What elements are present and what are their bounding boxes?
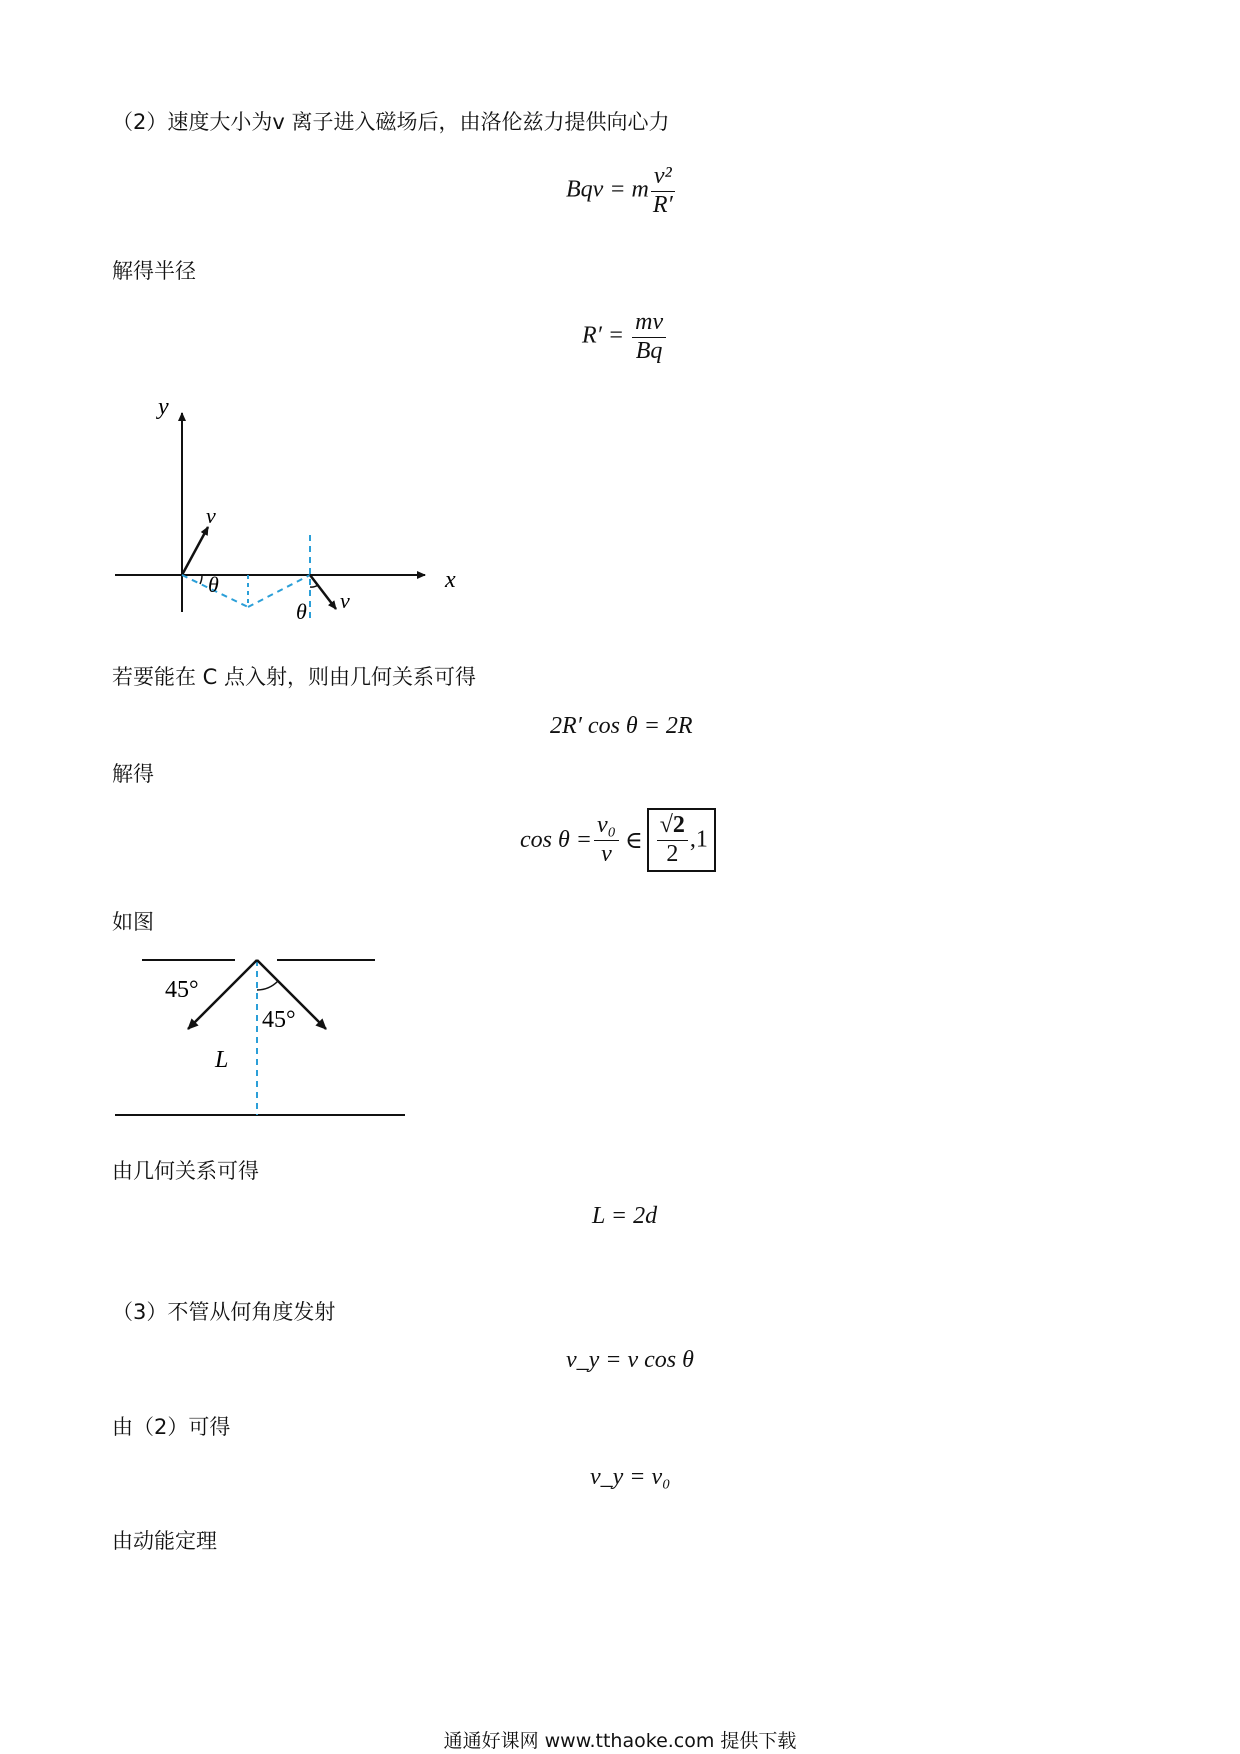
solve-text: 解得 bbox=[112, 762, 154, 786]
eq4-interval-numerator: √2 bbox=[657, 812, 688, 841]
y-axis-label: y bbox=[158, 395, 169, 420]
reflection-diagram bbox=[110, 945, 410, 1125]
velocity-arrow-exit bbox=[310, 575, 336, 609]
part3-intro: （3）不管从何角度发射 bbox=[112, 1300, 336, 1324]
solve-radius-text: 解得半径 bbox=[112, 259, 196, 283]
equation-vy bbox=[566, 1347, 694, 1374]
theta-arc-origin bbox=[200, 575, 202, 584]
eq6-text: v_y = v cos θ bbox=[566, 1347, 694, 1373]
eq1-numerator: v² bbox=[651, 163, 675, 192]
equation-cos-range bbox=[520, 808, 716, 884]
angle-label-left: 45° bbox=[165, 977, 199, 1003]
page-footer: 通通好课网 www.tthaoke.com 提供下载 bbox=[443, 1730, 797, 1752]
by-geometry-text: 由几何关系可得 bbox=[112, 1159, 259, 1183]
eq4-numerator: v₀ bbox=[594, 812, 619, 841]
eq4-lhs: cos θ = bbox=[520, 826, 592, 853]
equation-vy-v0: v_y = v₀ bbox=[590, 1464, 671, 1490]
eq4-element-of: ∈ bbox=[624, 827, 643, 854]
as-figure-text: 如图 bbox=[112, 910, 154, 934]
eq2-fraction bbox=[632, 309, 666, 365]
equation-geometry: 2R′ cos θ = 2R bbox=[550, 713, 693, 739]
velocity-label-exit: v bbox=[340, 588, 350, 613]
eq4-interval-denominator: 2 bbox=[666, 840, 679, 867]
eq2-numerator: mv bbox=[632, 309, 666, 338]
part2-intro: （2）速度大小为v 离子进入磁场后，由洛伦兹力提供向心力 bbox=[112, 110, 670, 134]
eq4-fraction bbox=[594, 812, 619, 868]
velocity-arrow-initial bbox=[182, 527, 208, 575]
velocity-label-initial: v bbox=[206, 503, 216, 528]
eq1-denominator: R′ bbox=[652, 191, 673, 218]
length-label: L bbox=[215, 1047, 229, 1073]
equation-length: L = 2d bbox=[592, 1203, 658, 1229]
eq1-lhs: Bqv = m bbox=[566, 176, 649, 203]
eq2-denominator: Bq bbox=[635, 337, 663, 364]
theta-label-c: θ bbox=[296, 599, 307, 624]
equation-lorentz-force bbox=[566, 163, 677, 219]
from-part2-text: 由（2）可得 bbox=[112, 1415, 231, 1439]
eq4-interval-end: ,1 bbox=[689, 826, 708, 853]
kinetic-theorem-text: 由动能定理 bbox=[112, 1529, 217, 1553]
trajectory-diagram bbox=[100, 395, 480, 635]
theta-label-origin: θ bbox=[208, 572, 219, 597]
eq4-interval bbox=[647, 808, 716, 872]
x-axis-label: x bbox=[445, 567, 456, 593]
eq4-interval-fraction bbox=[657, 812, 688, 868]
eq4-denominator: v bbox=[601, 840, 612, 867]
angle-label-right: 45° bbox=[262, 1007, 296, 1033]
angle-arc-right bbox=[257, 981, 278, 990]
eq1-fraction bbox=[651, 163, 675, 219]
enter-c-text: 若要能在 C 点入射，则由几何关系可得 bbox=[112, 665, 477, 689]
eq2-lhs: R′ = bbox=[582, 322, 631, 349]
equation-radius bbox=[582, 309, 668, 365]
